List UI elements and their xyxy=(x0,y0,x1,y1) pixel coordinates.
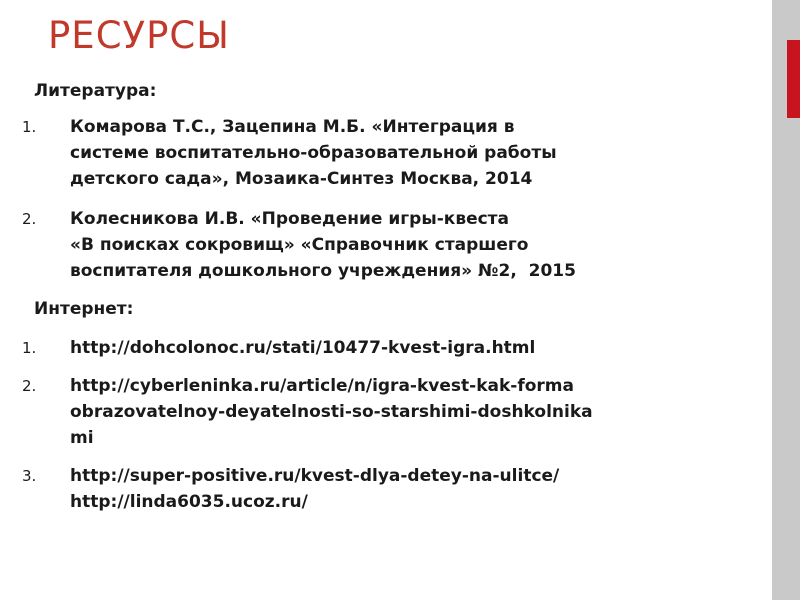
list-link-text[interactable]: http://cyberleninka.ru/article/n/igra-kvest-kak-forma obrazovatelnoy-deyatelnosti-so-starshimi-doshkolnika mi xyxy=(70,376,593,448)
internet-heading: Интернет: xyxy=(34,299,134,319)
list-item-number: 1. xyxy=(22,339,37,357)
list-item-number: 1. xyxy=(22,118,37,136)
list-item xyxy=(22,114,722,192)
list-item-number: 3. xyxy=(22,467,37,485)
list-item-number: 2. xyxy=(22,210,37,228)
list-link-text[interactable]: http://super-positive.ru/kvest-dlya-detey-na-ulitce/ http://linda6035.ucoz.ru/ xyxy=(70,466,560,512)
list-item-number: 2. xyxy=(22,377,37,395)
literature-heading: Литература: xyxy=(34,81,157,101)
list-item-text: Колесникова И.В. «Проведение игры-квеста «В поисках сокровищ» «Справочник старшего воспитателя дошкольного учреждения» №2, 2015 xyxy=(70,209,576,281)
list-item xyxy=(22,463,722,515)
accent-decoration-bar xyxy=(787,40,800,118)
list-item xyxy=(22,206,722,284)
internet-list xyxy=(22,335,722,515)
list-item-text: Комарова Т.С., Зацепина М.Б. «Интеграция в системе воспитательно-образовательной работы детского сада», Мозаика-Синтез Москва, 2014 xyxy=(70,117,557,189)
list-item xyxy=(22,373,722,451)
slide-title: РЕСУРСЫ xyxy=(48,14,230,57)
literature-list xyxy=(22,114,722,284)
list-link-text[interactable]: http://dohcolonoc.ru/stati/10477-kvest-igra.html xyxy=(70,338,536,358)
list-item xyxy=(22,335,722,361)
